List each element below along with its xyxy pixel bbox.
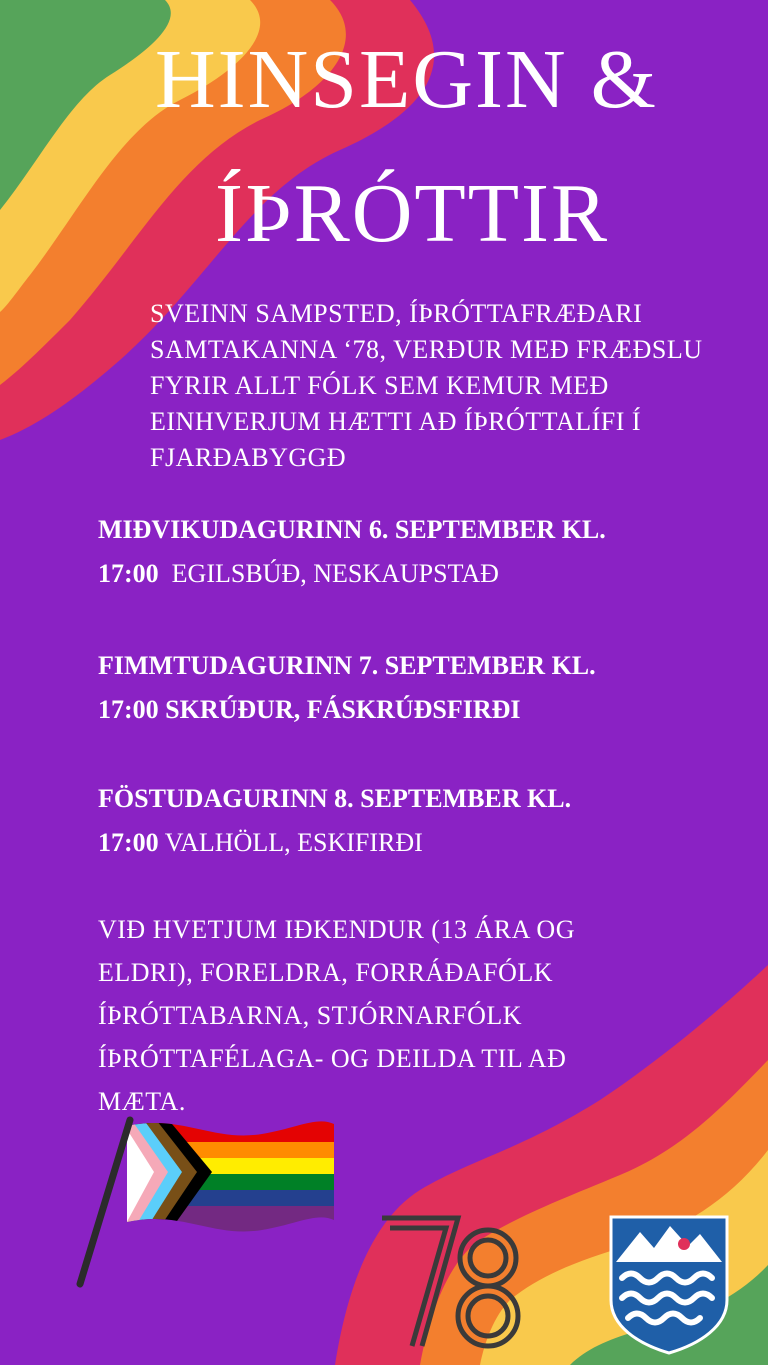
event-2 xyxy=(98,644,738,732)
outro-line: ELDRI), FORELDRA, FORRÁÐAFÓLK xyxy=(98,958,554,987)
event-3-date: FÖSTUDAGURINN 8. SEPTEMBER KL. xyxy=(98,784,572,813)
intro-text xyxy=(150,296,760,476)
outro-line: MÆTA. xyxy=(98,1087,186,1116)
intro-line: SAMTAKANNA ‘78, VERÐUR MEÐ FRÆÐSLU xyxy=(150,335,703,364)
logo-78-lines xyxy=(380,1196,530,1356)
event-3 xyxy=(98,777,738,865)
outro-line: ÍÞRÓTTABARNA, STJÓRNARFÓLK xyxy=(98,1001,523,1030)
samtokin-78-logo xyxy=(380,1196,530,1356)
intro-line: FYRIR ALLT FÓLK SEM KEMUR MEÐ xyxy=(150,371,609,400)
outro-line: ÍÞRÓTTAFÉLAGA- OG DEILDA TIL AÐ xyxy=(98,1044,567,1073)
event-2-time: 17:00 xyxy=(98,695,159,724)
fjardabyggd-crest-icon xyxy=(608,1214,730,1356)
intro-line: EINHVERJUM HÆTTI AÐ ÍÞRÓTTALÍFI Í xyxy=(150,407,642,436)
event-3-place: VALHÖLL, ESKIFIRÐI xyxy=(158,828,423,857)
event-1 xyxy=(98,508,738,596)
intro-line: FJARÐABYGGÐ xyxy=(150,443,347,472)
title-line-2: ÍÞRÓTTIR xyxy=(215,167,609,260)
event-1-date: MIÐVIKUDAGURINN 6. SEPTEMBER KL. xyxy=(98,515,606,544)
event-1-time: 17:00 xyxy=(98,559,159,588)
outro-line: VIÐ HVETJUM IÐKENDUR (13 ÁRA OG xyxy=(98,915,575,944)
intro-line: SVEINN SAMPSTED, ÍÞRÓTTAFRÆÐARI xyxy=(150,299,643,328)
logo-78-text xyxy=(380,1196,381,1197)
event-3-time: 17:00 xyxy=(98,828,159,857)
event-2-date: FIMMTUDAGURINN 7. SEPTEMBER KL. xyxy=(98,651,596,680)
progress-pride-flag-icon xyxy=(72,1112,342,1292)
event-1-place: EGILSBÚÐ, NESKAUPSTAÐ xyxy=(158,559,499,588)
title-line-1: HINSEGIN & xyxy=(155,33,658,126)
outro-text xyxy=(98,908,678,1123)
event-2-place: SKRÚÐUR, FÁSKRÚÐSFIRÐI xyxy=(158,695,521,724)
